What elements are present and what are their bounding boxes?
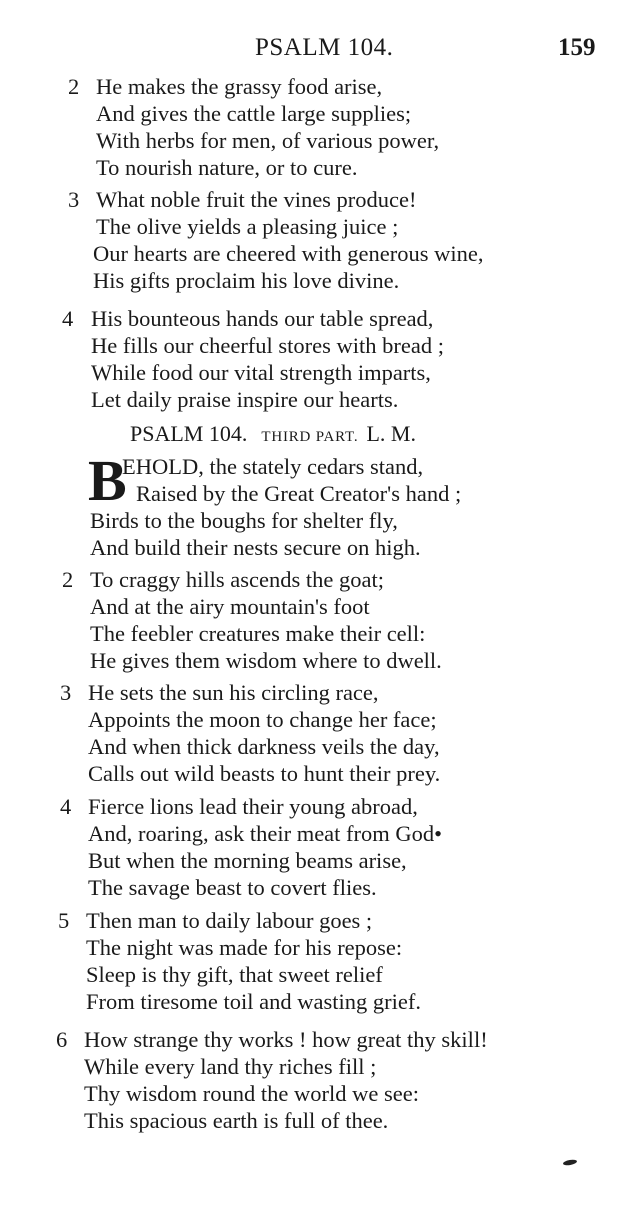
stanza-number: 6	[56, 1027, 68, 1052]
verse-line: Sleep is thy gift, that sweet relief	[86, 962, 383, 987]
section-meter: L. M.	[366, 421, 416, 446]
stanza-number: 4	[62, 306, 74, 331]
verse-line: EHOLD, the stately cedars stand,	[122, 454, 424, 479]
stanza-number: 3	[68, 187, 80, 212]
verse-line: To craggy hills ascends the goat;	[90, 567, 384, 592]
verse-line: With herbs for men, of various power,	[96, 128, 440, 153]
verse-line: Raised by the Great Creator's hand ;	[136, 481, 462, 506]
drop-cap: B	[88, 448, 127, 513]
verse-line: From tiresome toil and wasting grief.	[86, 989, 421, 1014]
verse-line: Calls out wild beasts to hunt their prey.	[88, 761, 441, 786]
verse-line: Thy wisdom round the world we see:	[84, 1081, 419, 1106]
verse-line: To nourish nature, or to cure.	[96, 155, 358, 180]
verse-line: He gives them wisdom where to dwell.	[90, 648, 442, 673]
verse-line: The night was made for his repose:	[86, 935, 403, 960]
verse-line: Then man to daily labour goes ;	[86, 908, 373, 933]
stanza-number: 2	[68, 74, 80, 99]
section-heading	[130, 420, 416, 451]
verse-line: The savage beast to covert flies.	[88, 875, 377, 900]
section-psalm: PSALM 104.	[130, 421, 248, 446]
running-head	[0, 32, 640, 68]
verse-line: He sets the sun his circling race,	[88, 680, 379, 705]
section-part: THIRD PART.	[261, 429, 359, 445]
verse-line: His bounteous hands our table spread,	[91, 306, 434, 331]
stanza-number: 4	[60, 794, 72, 819]
ink-spot	[563, 1159, 578, 1166]
verse-line: Appoints the moon to change her face;	[88, 707, 437, 732]
verse-line: And gives the cattle large supplies;	[96, 101, 412, 126]
verse-line: Let daily praise inspire our hearts.	[91, 387, 399, 412]
verse-line: But when the morning beams arise,	[88, 848, 407, 873]
page-number: 159	[558, 34, 596, 61]
verse-line: This spacious earth is full of thee.	[84, 1108, 389, 1133]
verse-line: Our hearts are cheered with generous wine,	[93, 241, 484, 266]
stanza-number: 5	[58, 908, 70, 933]
stanza-number: 2	[62, 567, 74, 592]
verse-line: He fills our cheerful stores with bread ;	[91, 333, 445, 358]
verse-line: Birds to the boughs for shelter fly,	[90, 508, 398, 533]
verse-line: He makes the grassy food arise,	[96, 74, 383, 99]
verse-line: How strange thy works ! how great thy skill!	[84, 1027, 488, 1052]
verse-line: And when thick darkness veils the day,	[88, 734, 440, 759]
verse-line: Fierce lions lead their young abroad,	[88, 794, 418, 819]
verse-line: What noble fruit the vines produce!	[96, 187, 417, 212]
verse-line: His gifts proclaim his love divine.	[93, 268, 400, 293]
verse-line: The feebler creatures make their cell:	[90, 621, 426, 646]
verse-line: And build their nests secure on high.	[90, 535, 421, 560]
stanza-number: 3	[60, 680, 72, 705]
verse-line: And, roaring, ask their meat from God•	[88, 821, 443, 846]
running-title: PSALM 104.	[255, 34, 394, 61]
verse-line: While food our vital strength imparts,	[91, 360, 431, 385]
verse-line: And at the airy mountain's foot	[90, 594, 370, 619]
verse-line: While every land thy riches fill ;	[84, 1054, 377, 1079]
verse-line: The olive yields a pleasing juice ;	[96, 214, 399, 239]
